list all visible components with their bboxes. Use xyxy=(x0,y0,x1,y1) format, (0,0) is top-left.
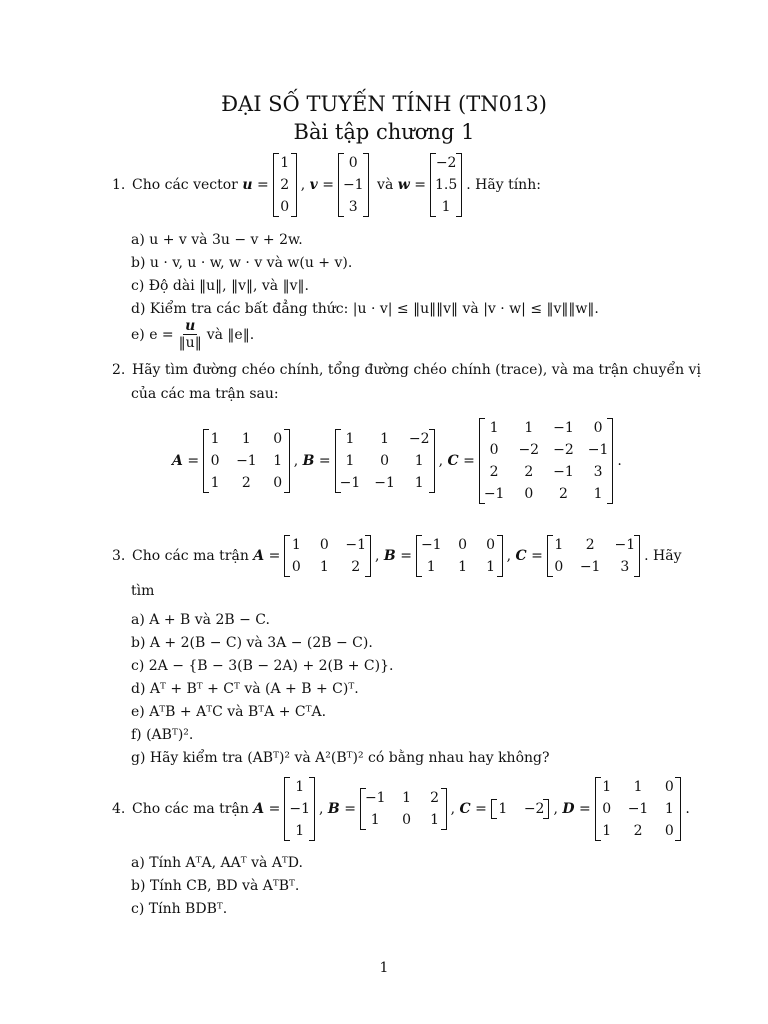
problem-intro: Cho các ma trận xyxy=(132,548,249,564)
matrix-C xyxy=(547,535,640,577)
vector-v xyxy=(338,153,369,217)
matrix-entry: 0 xyxy=(486,537,496,553)
problem-3-item-d: d) Aᵀ + Bᵀ + Cᵀ và (A + B + C)ᵀ. xyxy=(131,681,359,697)
matrix-entry: 1 xyxy=(602,779,612,795)
problem-tail: . Hãy xyxy=(644,548,682,564)
problem-2-matrices: A = 1 1 0 0 −1 1 1 2 0 , B = 1 1 −2 1 0 1 −1 −1 1 , C = 1 1 −1 0 0 −2 −2 −1 2 2 −1 3 −1 0 2 1 . xyxy=(172,420,622,502)
problem-4-item-c: c) Tính BDBᵀ. xyxy=(131,901,228,917)
matrix-entry: −1 xyxy=(587,442,609,458)
matrix-entry: −1 xyxy=(374,475,395,491)
problem-3-item-a: a) A + B và 2B − C. xyxy=(131,612,270,628)
problem-1-item-b: b) u · v, u · w, w · v và w(u + v). xyxy=(131,255,353,271)
matrix-A xyxy=(284,777,315,841)
fraction-numerator: u xyxy=(185,318,196,334)
vector-w xyxy=(430,153,462,217)
matrix-entry: 0 xyxy=(664,823,674,839)
document-title: ĐẠI SỐ TUYẾN TÍNH (TN013) xyxy=(221,92,547,116)
document-subtitle: Bài tập chương 1 xyxy=(293,120,475,144)
matrix-B xyxy=(335,429,435,493)
matrix-entry: 1 xyxy=(554,537,564,553)
matrix-entry: −1 xyxy=(553,420,574,436)
problem-1-statement: 1. Cho các vector u = 1 2 0 , v = 0 −1 3 và w = −2 1.5 1 . Hãy tính: xyxy=(112,155,541,215)
matrix-entry: 1 xyxy=(380,431,390,447)
problem-number: 4. xyxy=(112,801,126,817)
matrix-entry: 1 xyxy=(241,431,251,447)
matrix-entry: 0 xyxy=(402,812,412,828)
problem-3-item-b: b) A + 2(B − C) và 3A − (2B − C). xyxy=(131,635,373,651)
matrix-entry: 2 xyxy=(241,475,251,491)
matrix-A xyxy=(284,535,371,577)
matrix-entry: 1 xyxy=(489,420,499,436)
matrix-entry: −2 xyxy=(518,442,540,458)
matrix-entry: 1 xyxy=(664,801,674,817)
problem-1-item-c: c) Độ dài ‖u‖, ‖v‖, và ‖v‖. xyxy=(131,278,309,294)
matrix-entry: 2 xyxy=(351,559,361,575)
matrix-entry: 1 xyxy=(426,559,436,575)
matrix-entry: 3 xyxy=(348,199,358,215)
matrix-entry: 1 xyxy=(370,812,380,828)
matrix-entry: 0 xyxy=(291,559,301,575)
matrix-entry: 0 xyxy=(319,537,329,553)
matrix-entry: −2 xyxy=(435,155,457,171)
matrix-entry: 2 xyxy=(489,464,499,480)
matrix-entry: 2 xyxy=(524,464,534,480)
matrix-B xyxy=(360,788,447,830)
matrix-entry: −1 xyxy=(364,790,386,806)
item-e-prefix: e) e = xyxy=(131,326,174,343)
matrix-entry: 1 xyxy=(414,453,424,469)
matrix-entry: 2 xyxy=(585,537,595,553)
matrix-entry: 1 xyxy=(602,823,612,839)
problem-3-item-f: f) (ABᵀ)². xyxy=(131,727,194,743)
matrix-entry: 0 xyxy=(593,420,603,436)
problem-2-statement xyxy=(112,362,701,378)
matrix-entry: 0 xyxy=(273,475,283,491)
matrix-entry: −1 xyxy=(339,475,361,491)
problem-1-item-e xyxy=(131,318,254,351)
matrix-entry: −1 xyxy=(614,537,636,553)
problem-3-item-c: c) 2A − {B − 3(B − 2A) + 2(B + C)}. xyxy=(131,658,394,674)
item-e-suffix: và ‖e‖. xyxy=(206,326,255,343)
matrix-entry: 1 xyxy=(458,559,468,575)
matrix-entry: 0 xyxy=(602,801,612,817)
fraction xyxy=(177,318,204,351)
matrix-entry: 2 xyxy=(558,486,568,502)
matrix-entry: 0 xyxy=(348,155,358,171)
matrix-entry: 1 xyxy=(402,790,412,806)
problem-number: 3. xyxy=(112,548,126,564)
vector-u xyxy=(273,153,297,217)
matrix-entry: −1 xyxy=(289,801,310,817)
matrix-entry: 0 xyxy=(280,199,290,215)
matrix-entry: 1 xyxy=(430,812,440,828)
matrix-entry: 0 xyxy=(664,779,674,795)
problem-1-item-d: d) Kiểm tra các bất đẳng thức: |u · v| ≤ ‖u‖‖v‖ và |v · w| ≤ ‖v‖‖w‖. xyxy=(131,301,599,317)
matrix-entry: 1 xyxy=(486,559,496,575)
problem-3-tail-2: tìm xyxy=(131,583,155,599)
matrix-entry: −1 xyxy=(342,177,364,193)
matrix-entry: 1 xyxy=(291,537,301,553)
matrix-entry: −1 xyxy=(236,453,257,469)
problem-4-item-a: a) Tính AᵀA, AAᵀ và AᵀD. xyxy=(131,855,303,871)
matrix-A xyxy=(203,429,290,493)
problem-2-line-1: Hãy tìm đường chéo chính, tổng đường chéo chính (trace), và ma trận chuyển vị xyxy=(132,362,701,378)
problem-2-line-2: của các ma trận sau: xyxy=(131,386,279,402)
matrix-entry: 1 xyxy=(345,431,355,447)
problem-1-item-a: a) u + v và 3u − v + 2w. xyxy=(131,232,303,248)
matrix-entry: 3 xyxy=(620,559,630,575)
problem-4-item-b: b) Tính CB, BD và AᵀBᵀ. xyxy=(131,878,300,894)
matrix-entry: 1 xyxy=(295,779,305,795)
problem-intro: Cho các ma trận xyxy=(132,801,249,817)
matrix-entry: 1 xyxy=(319,559,329,575)
matrix-entry: 0 xyxy=(458,537,468,553)
matrix-entry: 1 xyxy=(633,779,643,795)
matrix-D xyxy=(595,777,682,841)
matrix-entry: 2 xyxy=(280,177,290,193)
matrix-entry: 1 xyxy=(593,486,603,502)
matrix-C xyxy=(479,418,614,504)
fraction-denominator: ‖u‖ xyxy=(178,335,202,351)
matrix-entry: 1 xyxy=(441,199,451,215)
matrix-entry: 1 xyxy=(273,453,283,469)
problem-number: 1. xyxy=(112,177,126,193)
matrix-entry: −2 xyxy=(523,801,545,817)
matrix-entry: 1 xyxy=(210,475,220,491)
matrix-entry: 0 xyxy=(554,559,564,575)
matrix-entry: 1 xyxy=(414,475,424,491)
matrix-entry: 1 xyxy=(295,823,305,839)
problem-3-statement: 3. Cho các ma trận A = 1 0 −1 0 1 2 , B = −1 0 0 1 1 1 , C = 1 2 −1 0 −1 3 . Hãy xyxy=(112,537,682,575)
matrix-entry: −2 xyxy=(553,442,574,458)
problem-number: 2. xyxy=(112,362,126,378)
matrix-entry: −1 xyxy=(627,801,649,817)
matrix-entry: −1 xyxy=(420,537,442,553)
matrix-entry: 1 xyxy=(498,801,508,817)
matrix-entry: 0 xyxy=(489,442,499,458)
matrix-B xyxy=(416,535,503,577)
problem-3-item-g: g) Hãy kiểm tra (ABᵀ)² và A²(Bᵀ)² có bằng nhau hay không? xyxy=(131,750,550,766)
matrix-entry: 1 xyxy=(345,453,355,469)
matrix-entry: 0 xyxy=(210,453,220,469)
matrix-entry: 1 xyxy=(210,431,220,447)
matrix-C xyxy=(491,799,550,819)
matrix-entry: 0 xyxy=(380,453,390,469)
matrix-entry: 0 xyxy=(524,486,534,502)
problem-3-item-e: e) AᵀB + AᵀC và BᵀA + CᵀA. xyxy=(131,704,327,720)
matrix-entry: 2 xyxy=(430,790,440,806)
matrix-entry: −1 xyxy=(483,486,505,502)
page-number: 1 xyxy=(379,960,389,976)
problem-intro: Cho các vector xyxy=(132,177,238,193)
matrix-entry: 1.5 xyxy=(435,177,458,193)
matrix-entry: 1 xyxy=(280,155,290,171)
matrix-entry: −2 xyxy=(408,431,430,447)
matrix-entry: 0 xyxy=(273,431,283,447)
matrix-entry: −1 xyxy=(345,537,366,553)
connector-text: và xyxy=(377,177,394,193)
matrix-entry: −1 xyxy=(553,464,574,480)
matrix-entry: −1 xyxy=(579,559,601,575)
problem-4-statement: 4. Cho các ma trận A = 1 −1 1 , B = −1 1 2 1 0 1 , C = 1 −2 , D = 1 1 0 0 −1 1 1 2 0 . xyxy=(112,779,690,839)
matrix-entry: 3 xyxy=(593,464,603,480)
matrix-entry: 1 xyxy=(524,420,534,436)
matrix-entry: 2 xyxy=(633,823,643,839)
problem-tail: . Hãy tính: xyxy=(466,177,541,193)
